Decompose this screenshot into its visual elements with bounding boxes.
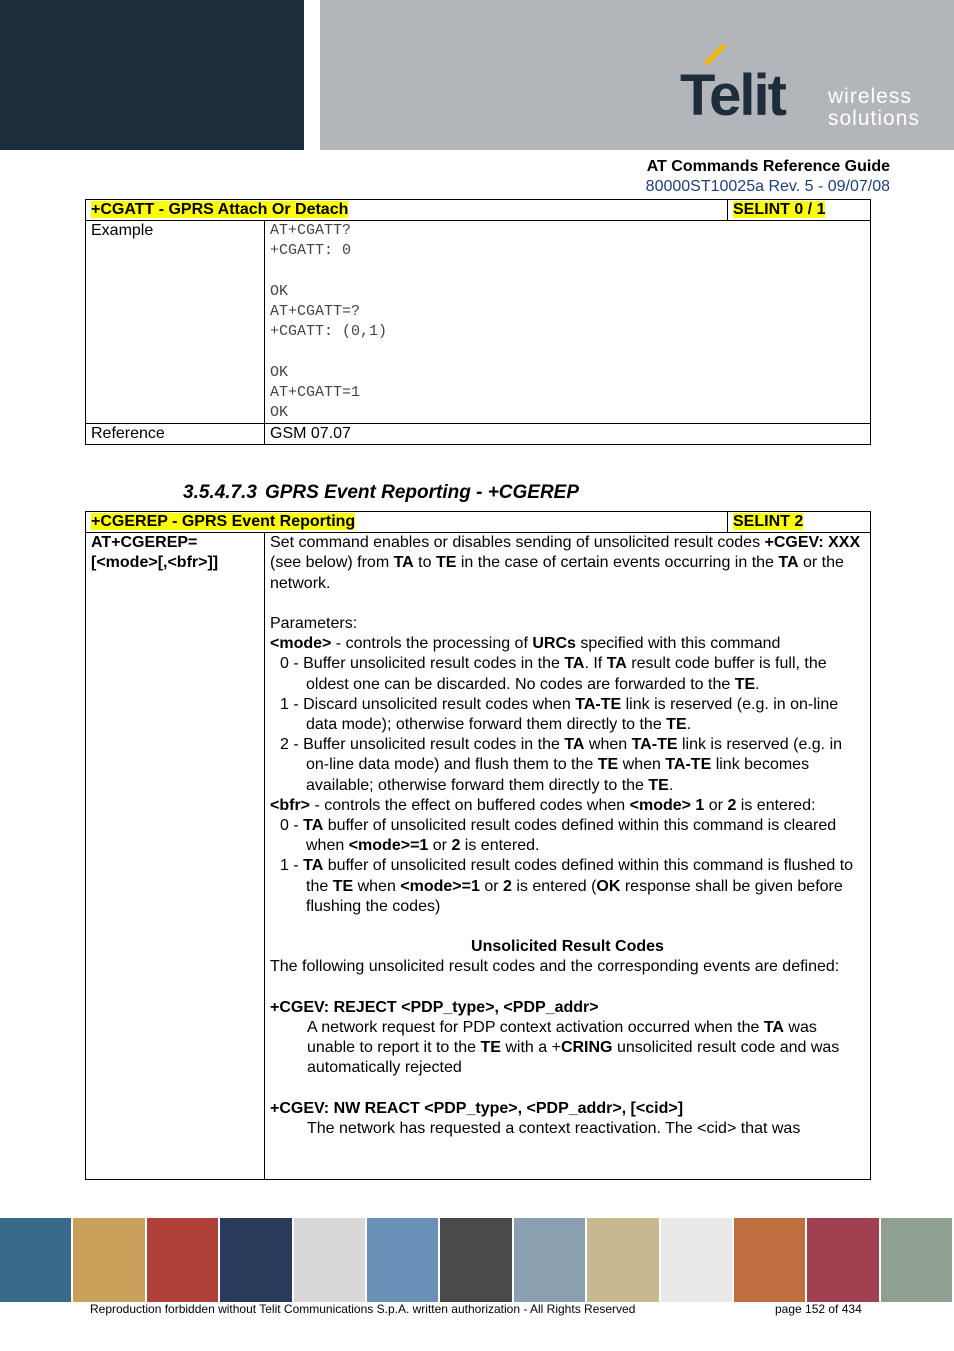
mode-0: 0 - Buffer unsolicited result codes in the TA. If TA result code buffer is full, the oldest one can be discarded. No codes are forwarded to the TE. bbox=[280, 655, 827, 693]
section-number: 3.5.4.7.3 bbox=[183, 482, 257, 503]
footer-photo-tile bbox=[514, 1218, 587, 1302]
cgerep-selint: SELINT 2 bbox=[733, 513, 804, 530]
footer-photo-tile bbox=[440, 1218, 513, 1302]
param-bfr: <bfr> - controls the effect on buffered codes when <mode> 1 or 2 is entered: bbox=[270, 796, 816, 814]
telit-logo bbox=[676, 48, 936, 138]
cgerep-command-cell bbox=[86, 533, 265, 1180]
footer-photo-tile bbox=[294, 1218, 367, 1302]
reference-value: GSM 07.07 bbox=[265, 424, 871, 445]
urc-reject-desc: A network request for PDP context activation occurred when the TA was unable to report it to the TE with a +CRING unsolicited result code and was automatically rejected bbox=[307, 1019, 840, 1077]
cgerep-table bbox=[85, 511, 871, 1180]
footer-photo-tile bbox=[367, 1218, 440, 1302]
section-heading bbox=[183, 482, 579, 504]
footer-photo-tile bbox=[881, 1218, 954, 1302]
cgatt-title: +CGATT - GPRS Attach Or Detach bbox=[91, 201, 349, 218]
cgerep-description bbox=[265, 533, 871, 1180]
example-label: Example bbox=[86, 221, 265, 424]
urc-reject-title: +CGEV: REJECT <PDP_type>, <PDP_addr> bbox=[270, 998, 599, 1016]
guide-revision: 80000ST10025a Rev. 5 - 09/07/08 bbox=[645, 178, 890, 195]
cgatt-table bbox=[85, 199, 871, 445]
urc-nwreact-desc: The network has requested a context reactivation. The <cid> that was bbox=[307, 1120, 801, 1138]
cgerep-title: +CGEREP - GPRS Event Reporting bbox=[91, 513, 356, 530]
footer-photo-tile bbox=[807, 1218, 880, 1302]
cgatt-title-cell bbox=[86, 200, 728, 221]
logo-sub-solutions: solutions bbox=[828, 107, 920, 130]
mode-1: 1 - Discard unsolicited result codes when TA-TE link is reserved (e.g. in on-line data mode); otherwise forward them directly to the TE. bbox=[280, 695, 839, 734]
cgerep-command-line2: [<mode>[,<bfr>]] bbox=[91, 554, 219, 572]
logo-sub-wireless: wireless bbox=[828, 85, 912, 108]
urc-intro: The following unsolicited result codes and the corresponding events are defined: bbox=[270, 958, 840, 976]
cgatt-selint: SELINT 0 / 1 bbox=[733, 201, 826, 218]
urc-nwreact-title: +CGEV: NW REACT <PDP_type>, <PDP_addr>, [<cid>] bbox=[270, 1099, 684, 1117]
logo-text: Telit bbox=[680, 63, 785, 128]
footer-photo-tile bbox=[734, 1218, 807, 1302]
footer-photo-tile bbox=[220, 1218, 293, 1302]
cgerep-selint-cell bbox=[728, 512, 871, 533]
mode-2: 2 - Buffer unsolicited result codes in the TA when TA-TE link is reserved (e.g. in on-line data mode) and flush them to the TE when TA-TE link becomes available; otherwise forward them directly to the TE. bbox=[280, 736, 843, 794]
guide-title: AT Commands Reference Guide bbox=[646, 158, 890, 175]
cgatt-selint-cell bbox=[728, 200, 871, 221]
footer-page-number: page 152 of 434 bbox=[775, 1302, 862, 1316]
bfr-0: 0 - TA buffer of unsolicited result codes defined within this command is cleared when <mode>=1 or 2 is entered. bbox=[280, 817, 837, 855]
footer-photo-tile bbox=[587, 1218, 660, 1302]
parameters-label: Parameters: bbox=[270, 615, 358, 633]
cgerep-title-cell bbox=[86, 512, 728, 533]
param-mode: <mode> - controls the processing of URCs specified with this command bbox=[270, 635, 781, 653]
header-dark-panel bbox=[0, 0, 304, 150]
desc-intro: Set command enables or disables sending of unsolicited result codes +CGEV: XXX (see below) from TA to TE in the case of certain events occurring in the TA or the network. bbox=[270, 534, 861, 592]
footer-photo-tile bbox=[147, 1218, 220, 1302]
cgerep-command-line1: AT+CGEREP= bbox=[91, 534, 198, 552]
section-title: GPRS Event Reporting - +CGEREP bbox=[264, 482, 580, 503]
bfr-1: 1 - TA buffer of unsolicited result codes defined within this command is flushed to the TE when <mode>=1 or 2 is entered (OK response shall be given before flushing the codes) bbox=[280, 857, 854, 915]
footer-photo-tile bbox=[0, 1218, 73, 1302]
footer-image-strip bbox=[0, 1218, 954, 1302]
footer-photo-tile bbox=[661, 1218, 734, 1302]
urc-heading: Unsolicited Result Codes bbox=[471, 938, 664, 956]
reference-label: Reference bbox=[86, 424, 265, 445]
footer-copyright: Reproduction forbidden without Telit Communications S.p.A. written authorization - All Rights Reserved bbox=[90, 1302, 636, 1316]
footer-photo-tile bbox=[73, 1218, 146, 1302]
example-code: AT+CGATT? +CGATT: 0 OK AT+CGATT=? +CGATT: (0,1) OK AT+CGATT=1 OK bbox=[265, 221, 871, 424]
